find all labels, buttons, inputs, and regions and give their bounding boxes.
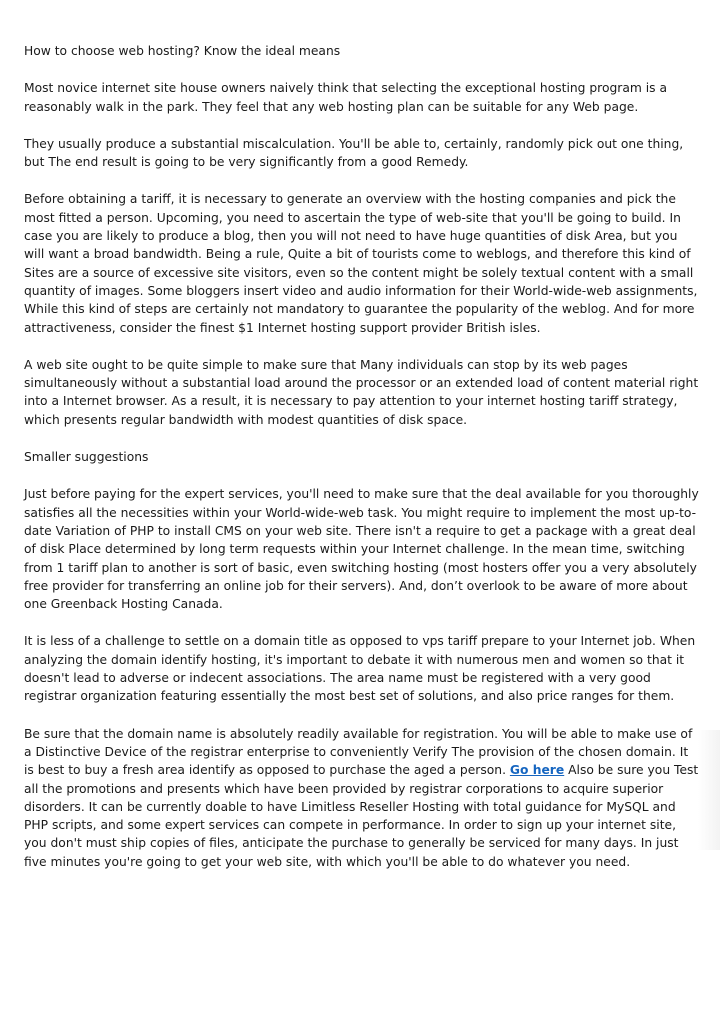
paragraph-3: Before obtaining a tariff, it is necessary to generate an overview with the hosting companies and pick the most fitted a person. Upcoming, you need to ascertain the type of web-site that you'll be going to build. In case you are likely to produce a blog, then you will not need to have huge quantities of disk Area, but you will want a broad bandwidth. Being a rule, Quite a bit of tourists come to weblogs, and therefore this kind of Sites are a source of excessive site visitors, even so the content might be solely textual content with a small quantity of images. Some bloggers insert video and audio information for their World-wide-web assignments, While this kind of steps are certainly not mandatory to guarantee the popularity of the weblog. And for more attractiveness, consider the finest $1 Internet hosting support provider British isles.: [24, 192, 698, 335]
article-body: [24, 42, 700, 890]
go-here-link[interactable]: Go here: [509, 763, 565, 778]
paragraph-2: They usually produce a substantial miscalculation. You'll be able to, certainly, randomly pick out one thing, but The end result is going to be very significantly from a good Remedy.: [24, 136, 684, 170]
paragraph-7-text-before-link: Be sure that the domain name is absolutely readily available for registration. You will be able to make use of a Distinctive Device of the registrar enterprise to conveniently Verify The provision of the chosen domain. It is best to buy a fresh area identify as opposed to purchase the aged a person.: [24, 726, 693, 778]
paragraph-1: Most novice internet site house owners naively think that selecting the exceptional hosting program is a reasonably walk in the park. They feel that any web hosting plan can be suitable for any Web page.: [24, 81, 668, 114]
paragraph-4: A web site ought to be quite simple to make sure that Many individuals can stop by its web pages simultaneously without a substantial load around the processor or an extended load of content material right into a Internet browser. As a result, it is necessary to pay attention to your internet hosting tariff strategy, which presents regular bandwidth with modest quantities of disk space.: [24, 357, 699, 427]
section-heading: Smaller suggestions: [24, 450, 149, 465]
paragraph-7: [24, 725, 700, 871]
paragraph-5: Just before paying for the expert services, you'll need to make sure that the deal available for you thoroughly satisfies all the necessities within your World-wide-web task. You might require to implement the most up-to-date Variation of PHP to install CMS on your web site. There isn't a require to get a package with a great deal of disk Place determined by long term requests within your Internet challenge. In the mean time, switching from 1 tariff plan to another is sort of basic, even switching hosting (most hosters offer you a very absolutely free provider for transferring an online job for their servers). And, don’t overlook to be aware of more about one Greenback Hosting Canada.: [24, 487, 699, 612]
paragraph-6: It is less of a challenge to settle on a domain title as opposed to vps tariff prepare to your Internet job. When analyzing the domain identify hosting, it's important to debate it with numerous men and women so that it doesn't lead to adverse or indecent associations. The area name must be registered with a very good registrar organization featuring essentially the most best set of solutions, and also price ranges for them.: [24, 634, 696, 704]
paragraph-7-text-after-link: Also be sure you Test all the promotions and presents which have been provided by registrar corporations to acquire superior disorders. It can be currently doable to have Limitless Reseller Hosting with total guidance for MySQL and PHP scripts, and some expert services can compete in performance. In order to sign up your internet site, you don't must ship copies of files, anticipate the purchase to generally be serviced for many days. In just five minutes you're going to get your web site, with which you'll be able to do whatever you need.: [24, 763, 699, 869]
article-title: How to choose web hosting? Know the ideal means: [24, 44, 341, 58]
page-edge-shadow: [698, 730, 720, 850]
